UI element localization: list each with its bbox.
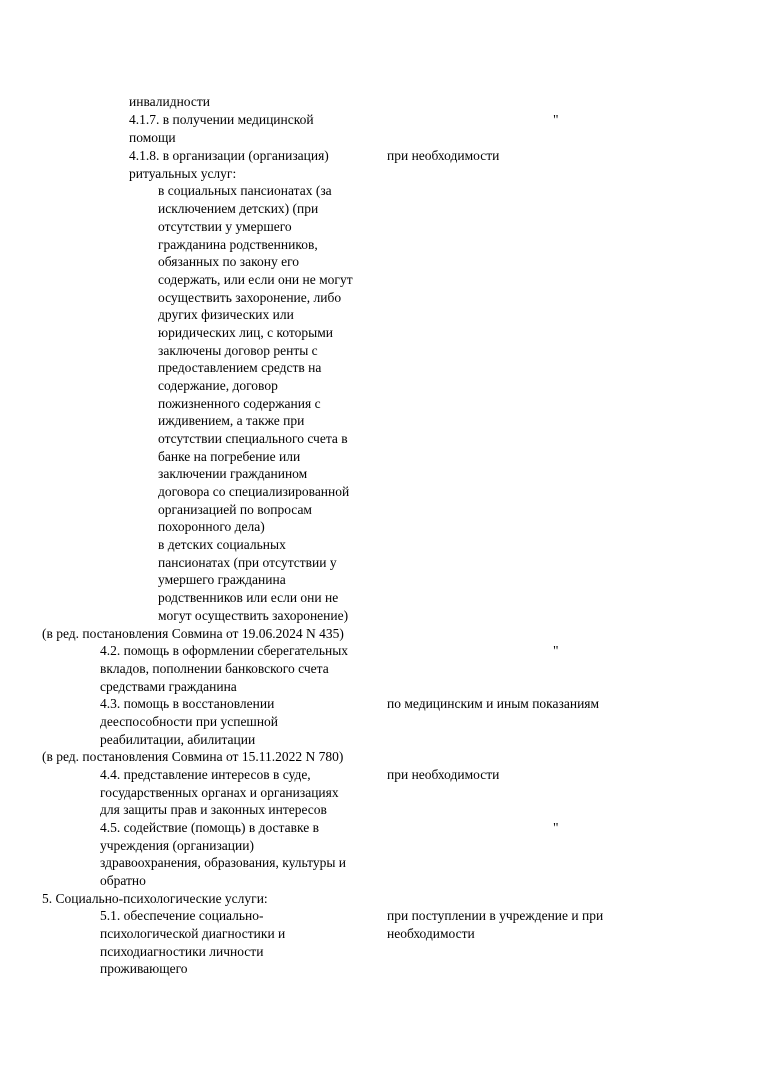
text-line: психологической диагностики и xyxy=(100,926,286,941)
text-line: отсутствии специального счета в xyxy=(158,431,348,446)
text-line: пансионатах (при отсутствии у xyxy=(158,555,337,570)
amendment-note: (в ред. постановления Совмина от 19.06.2024 N 435) xyxy=(42,626,344,641)
text-line: отсутствии у умершего xyxy=(158,219,292,234)
text-line: 4.1.7. в получении медицинской xyxy=(129,112,314,127)
text-line: могут осуществить захоронение) xyxy=(158,608,349,623)
text-line: пожизненного содержания с xyxy=(158,396,321,411)
text-line: осуществить захоронение, либо xyxy=(158,290,342,305)
text-line: реабилитации, абилитации xyxy=(100,732,256,747)
text-line: гражданина родственников, xyxy=(158,237,318,252)
text-line: родственников или если они не xyxy=(158,590,339,605)
periodicity-text: по медицинским и иным показаниям xyxy=(387,696,600,711)
text-line: обратно xyxy=(100,873,146,888)
text-line: заключении гражданином xyxy=(158,466,308,481)
text-line: 4.4. представление интересов в суде, xyxy=(100,767,311,782)
text-line: учреждения (организации) xyxy=(100,838,254,853)
ditto-mark: " xyxy=(553,112,559,127)
text-line: вкладов, пополнении банковского счета xyxy=(100,661,329,676)
text-line: других физических или xyxy=(158,307,294,322)
text-line: умершего гражданина xyxy=(158,572,286,587)
text-line: 4.5. содействие (помощь) в доставке в xyxy=(100,820,319,835)
text-line: договора со специализированной xyxy=(158,484,350,499)
text-line: похоронного дела) xyxy=(158,519,265,534)
periodicity-text: при поступлении в учреждение и при xyxy=(387,908,604,923)
text-line: ритуальных услуг: xyxy=(129,166,237,181)
ditto-mark: " xyxy=(553,643,559,658)
text-line: юридических лиц, с которыми xyxy=(158,325,333,340)
text-line: государственных органах и организациях xyxy=(100,785,339,800)
text-line: 4.1.8. в организации (организация) xyxy=(129,148,329,163)
text-line: средствами гражданина xyxy=(100,679,237,694)
text-line: исключением детских) (при xyxy=(158,201,319,216)
ditto-mark: " xyxy=(553,820,559,835)
text-line: для защиты прав и законных интересов xyxy=(100,802,327,817)
text-line: предоставлением средств на xyxy=(158,360,322,375)
text-line: помощи xyxy=(129,130,176,145)
periodicity-text: необходимости xyxy=(387,926,475,941)
periodicity-text: при необходимости xyxy=(387,148,500,163)
text-line: банке на погребение или xyxy=(158,449,301,464)
text-line: заключены договор ренты с xyxy=(158,343,318,358)
text-line: содержать, или если они не могут xyxy=(158,272,353,287)
text-line: дееспособности при успешной xyxy=(100,714,279,729)
text-line: обязанных по закону его xyxy=(158,254,300,269)
periodicity-text: при необходимости xyxy=(387,767,500,782)
text-line: иждивением, а также при xyxy=(158,413,305,428)
text-line: 4.3. помощь в восстановлении xyxy=(100,696,275,711)
text-line: психодиагностики личности xyxy=(100,944,264,959)
text-line: 5.1. обеспечение социально- xyxy=(100,908,264,923)
amendment-note: (в ред. постановления Совмина от 15.11.2022 N 780) xyxy=(42,749,344,764)
text-line: организацией по вопросам xyxy=(158,502,312,517)
text-line: здравоохранения, образования, культуры и xyxy=(100,855,347,870)
text-line: проживающего xyxy=(100,961,188,976)
text-line: 4.2. помощь в оформлении сберегательных xyxy=(100,643,349,658)
text-line: в социальных пансионатах (за xyxy=(158,183,332,198)
text-line: содержание, договор xyxy=(158,378,278,393)
text-line: инвалидности xyxy=(129,94,211,109)
section-heading: 5. Социально-психологические услуги: xyxy=(42,891,268,906)
text-line: в детских социальных xyxy=(158,537,286,552)
